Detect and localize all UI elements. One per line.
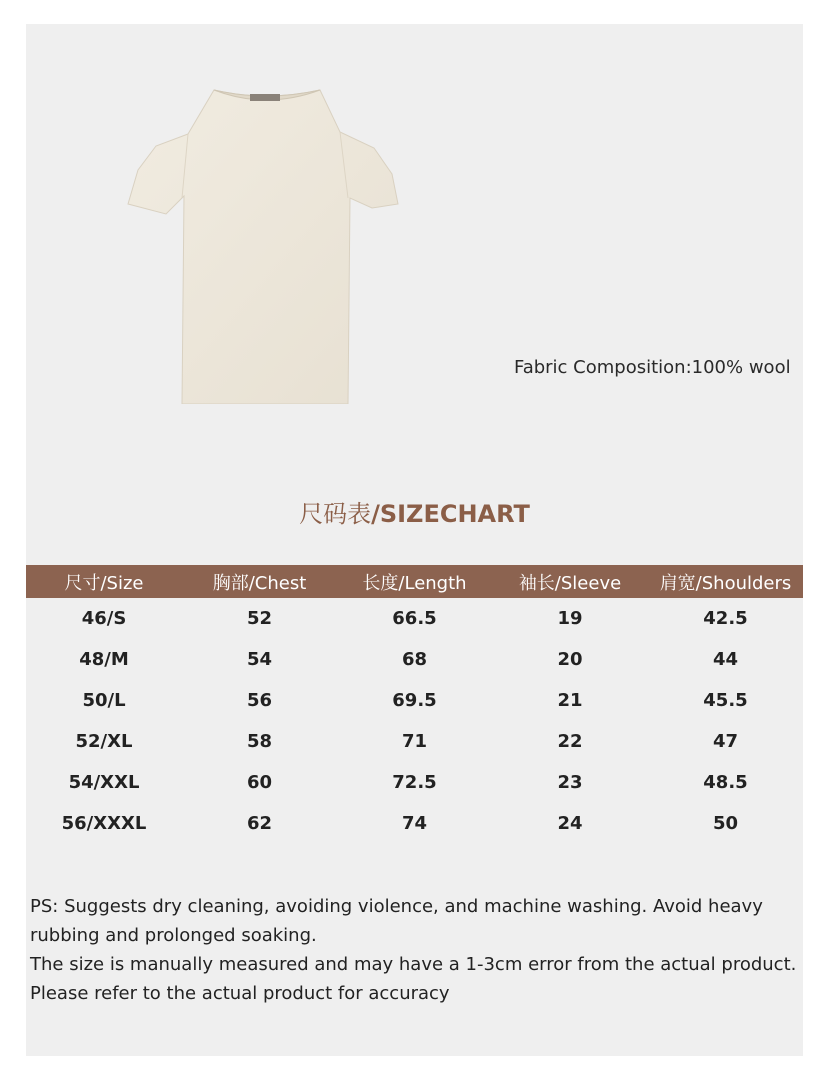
note-measure: The size is manually measured and may have a 1-3cm error from the actual product. bbox=[30, 954, 797, 975]
fabric-composition: Fabric Composition:100% wool bbox=[514, 357, 791, 378]
cell-chest: 58 bbox=[246, 731, 273, 752]
cell-shoulders: 45.5 bbox=[703, 690, 748, 711]
cell-chest: 54 bbox=[246, 649, 273, 670]
t-shirt-icon bbox=[126, 86, 404, 404]
header-length: 长度/Length bbox=[362, 572, 467, 594]
cell-chest: 60 bbox=[246, 772, 273, 793]
title-cn: 尺码表 bbox=[299, 500, 372, 528]
header-sleeve: 袖长/Sleeve bbox=[518, 572, 622, 594]
care-notes bbox=[30, 892, 798, 1008]
cell-size: 52/XL bbox=[75, 731, 133, 752]
note-care: PS: Suggests dry cleaning, avoiding violence, and machine washing. Avoid heavy rubbing and prolonged soaking. bbox=[30, 896, 763, 946]
table-row bbox=[26, 598, 803, 639]
cell-shoulders: 44 bbox=[712, 649, 739, 670]
table-row bbox=[26, 762, 803, 803]
cell-shoulders: 48.5 bbox=[703, 772, 748, 793]
cell-chest: 52 bbox=[246, 608, 273, 629]
cell-shoulders: 47 bbox=[712, 731, 739, 752]
cell-size: 50/L bbox=[82, 690, 126, 711]
size-chart-title bbox=[26, 494, 803, 529]
cell-sleeve: 21 bbox=[557, 690, 583, 711]
cell-size: 56/XXXL bbox=[61, 813, 147, 834]
cell-sleeve: 19 bbox=[557, 608, 583, 629]
note-accuracy: Please refer to the actual product for accuracy bbox=[30, 983, 450, 1004]
cell-length: 69.5 bbox=[392, 690, 437, 711]
product-card bbox=[26, 24, 803, 1056]
cell-sleeve: 20 bbox=[557, 649, 583, 670]
cell-sleeve: 24 bbox=[557, 813, 583, 834]
header-shoulders: 肩宽/Shoulders bbox=[659, 572, 792, 594]
table-row bbox=[26, 721, 803, 762]
cell-length: 66.5 bbox=[392, 608, 437, 629]
cell-length: 68 bbox=[401, 649, 428, 670]
cell-length: 71 bbox=[401, 731, 428, 752]
cell-chest: 56 bbox=[246, 690, 273, 711]
t-shirt-image bbox=[126, 86, 404, 404]
header-size: 尺寸/Size bbox=[64, 572, 144, 594]
cell-size: 48/M bbox=[79, 649, 129, 670]
table-row bbox=[26, 680, 803, 721]
cell-sleeve: 23 bbox=[557, 772, 583, 793]
table-row bbox=[26, 803, 803, 844]
table-header bbox=[26, 565, 803, 598]
cell-length: 72.5 bbox=[392, 772, 437, 793]
cell-shoulders: 50 bbox=[712, 813, 739, 834]
table-row bbox=[26, 639, 803, 680]
cell-size: 54/XXL bbox=[68, 772, 140, 793]
size-table-body bbox=[26, 598, 803, 844]
cell-length: 74 bbox=[401, 813, 428, 834]
cell-sleeve: 22 bbox=[557, 731, 583, 752]
cell-chest: 62 bbox=[246, 813, 273, 834]
header-chest: 胸部/Chest bbox=[212, 572, 307, 594]
cell-size: 46/S bbox=[81, 608, 127, 629]
title-en: /SIZECHART bbox=[371, 500, 530, 528]
cell-shoulders: 42.5 bbox=[703, 608, 748, 629]
